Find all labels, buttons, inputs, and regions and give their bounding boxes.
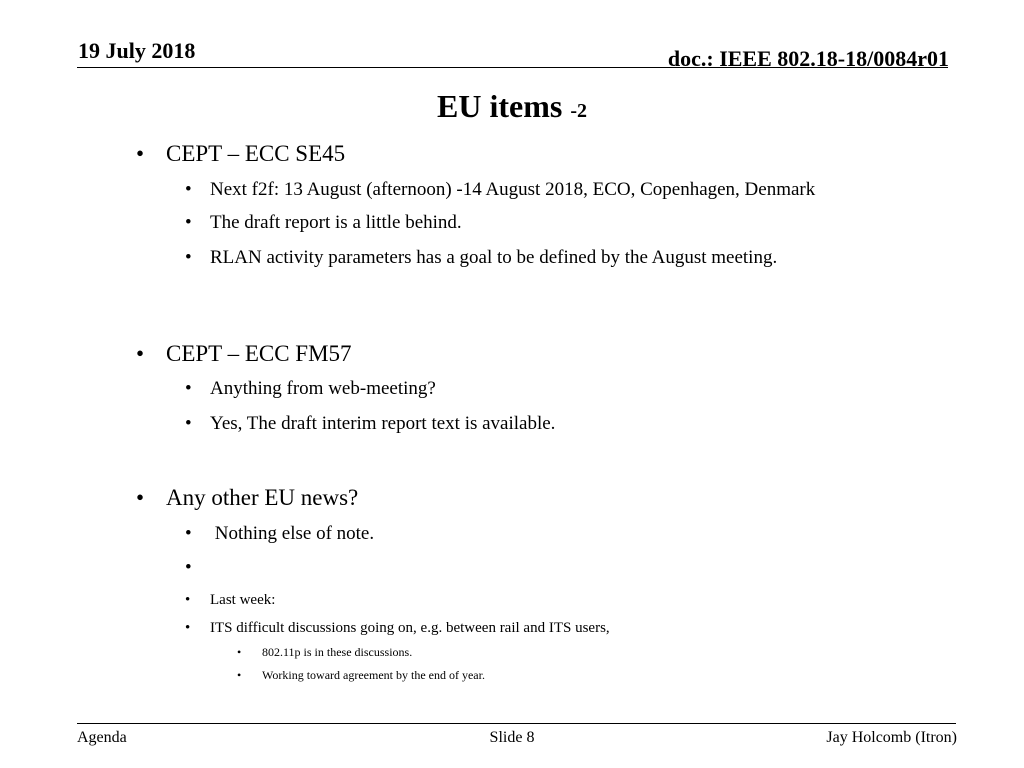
- bullet-level2: •: [185, 620, 191, 636]
- bullet-level3: •: [237, 645, 242, 659]
- header-date: 19 July 2018: [78, 38, 196, 63]
- list-item: Next f2f: 13 August (afternoon) -14 August 2018, ECO, Copenhagen, Denmark: [210, 179, 816, 200]
- bullet-level2: •: [185, 592, 191, 608]
- list-item: Yes, The draft interim report text is available.: [210, 413, 556, 434]
- slide-title-main: EU items: [437, 88, 563, 124]
- list-item: The draft report is a little behind.: [210, 212, 462, 233]
- footer-author: Jay Holcomb (Itron): [826, 729, 957, 746]
- section-heading-se45: CEPT – ECC SE45: [166, 141, 346, 166]
- bullet-level2: •: [185, 378, 192, 399]
- bullet-level1: •: [136, 341, 145, 366]
- sub-list-item: Working toward agreement by the end of year.: [262, 668, 485, 682]
- footer-rule: [77, 723, 956, 724]
- bullet-level2: •: [185, 212, 192, 233]
- bullet-level2: •: [185, 557, 192, 578]
- list-item: RLAN activity parameters has a goal to be defined by the August meeting.: [210, 247, 778, 268]
- footer-left: Agenda: [77, 729, 127, 746]
- header-rule: [77, 67, 948, 68]
- bullet-level2: •: [185, 523, 192, 544]
- slide-title-suffix: -2: [570, 100, 587, 122]
- bullet-level2: •: [185, 247, 192, 268]
- list-item: ITS difficult discussions going on, e.g. between rail and ITS users,: [210, 620, 610, 636]
- footer-slide-number: Slide 8: [489, 729, 535, 746]
- bullet-level1: •: [136, 141, 145, 166]
- section-heading-other-news: Any other EU news?: [166, 485, 359, 510]
- list-item: Anything from web-meeting?: [210, 378, 436, 399]
- sub-list-item: 802.11p is in these discussions.: [262, 645, 413, 659]
- bullet-level1: •: [136, 485, 145, 510]
- section-heading-fm57: CEPT – ECC FM57: [166, 341, 352, 366]
- header-doc-id: doc.: IEEE 802.18-18/0084r01: [667, 46, 949, 71]
- list-item: Last week:: [210, 592, 276, 608]
- bullet-level3: •: [237, 668, 242, 682]
- slide-title: [0, 88, 1024, 125]
- bullet-level2: •: [185, 179, 192, 200]
- list-item: Nothing else of note.: [210, 523, 375, 544]
- bullet-level2: •: [185, 413, 192, 434]
